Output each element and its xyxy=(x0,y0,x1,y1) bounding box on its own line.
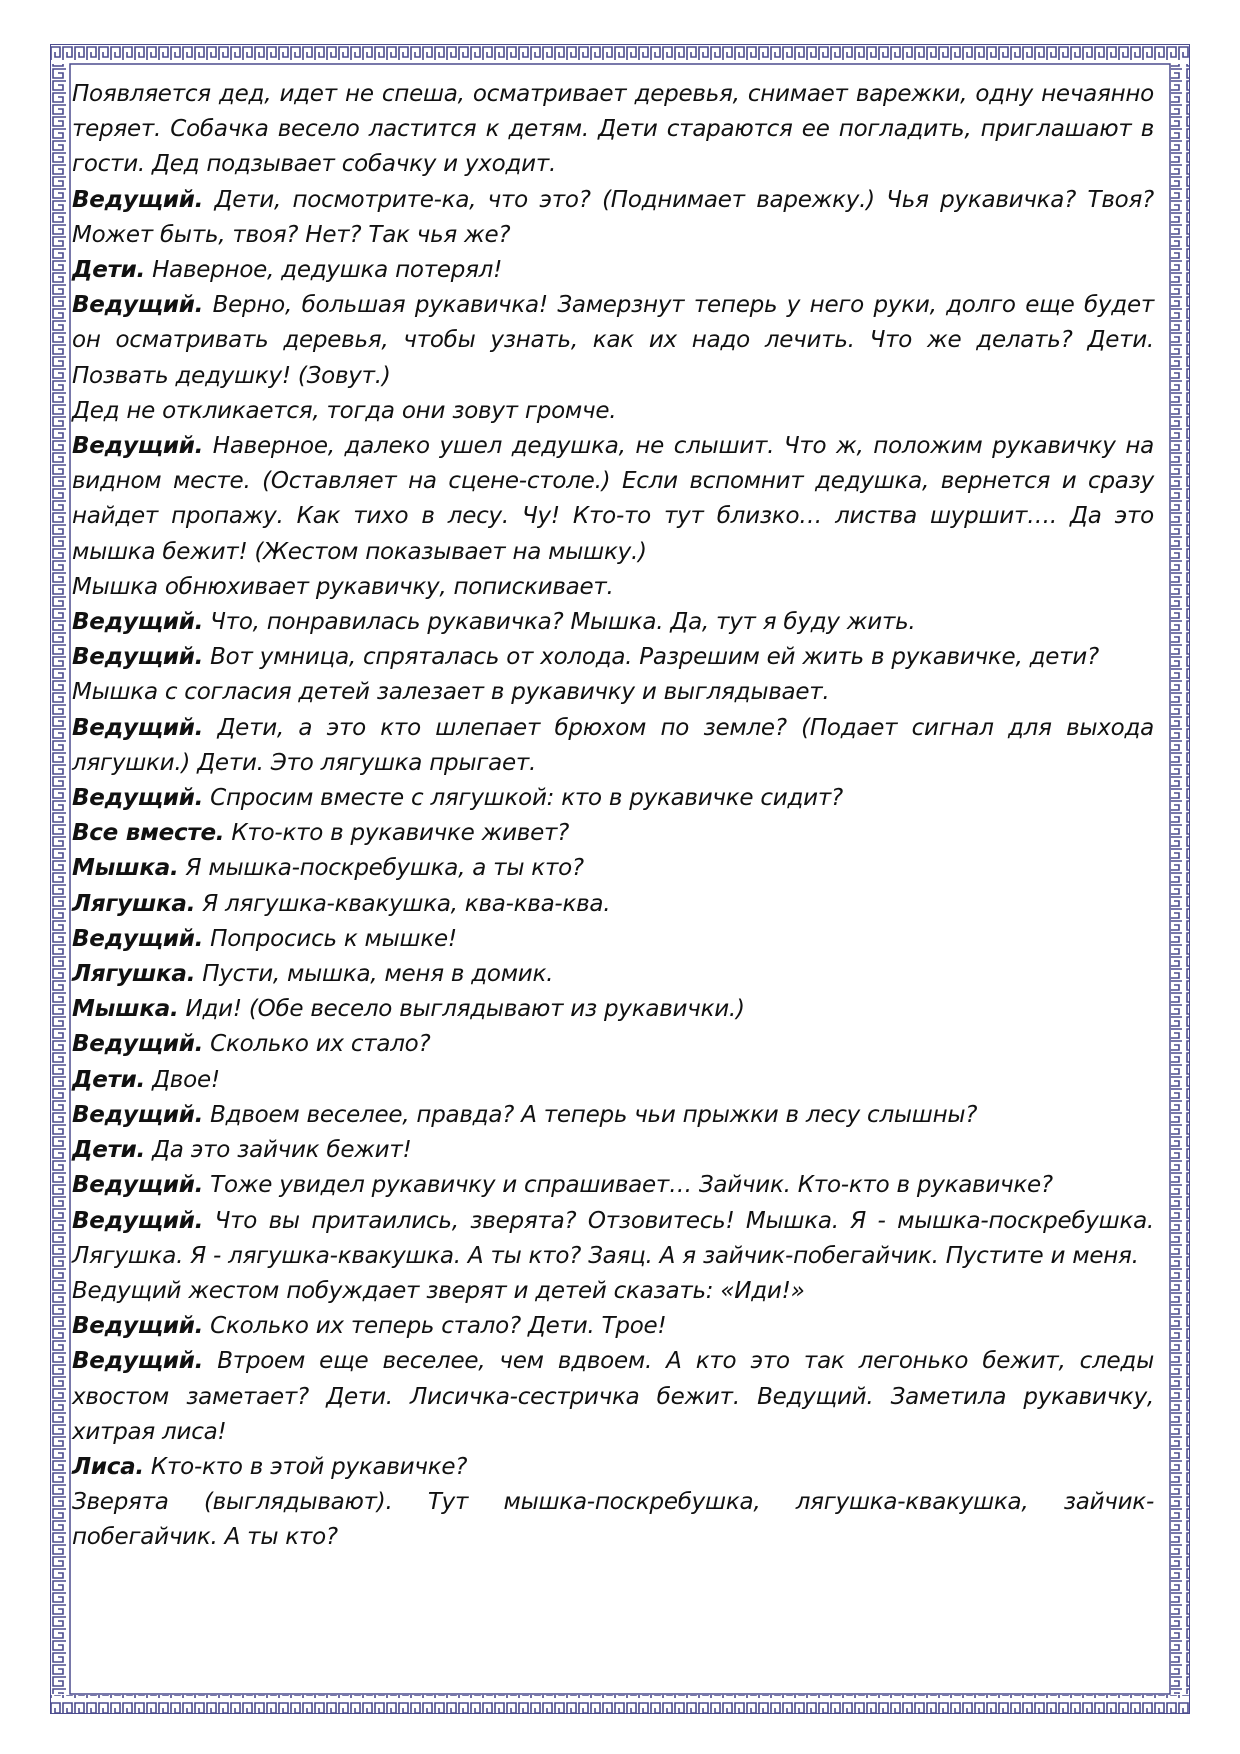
paragraph xyxy=(72,640,1154,675)
paragraph xyxy=(72,851,1154,886)
paragraph xyxy=(72,1204,1154,1274)
speaker-label: Ведущий. xyxy=(72,925,204,952)
paragraph-text: Кто-кто в этой рукавичке? xyxy=(143,1453,468,1480)
paragraph xyxy=(72,570,1154,605)
paragraph-text: Двое! xyxy=(145,1066,220,1093)
paragraph xyxy=(72,1344,1154,1450)
speaker-label: Дети. xyxy=(72,257,146,284)
paragraph-text: Вдвоем веселее, правда? А теперь чьи прыжки в лесу слышны? xyxy=(203,1101,978,1128)
script-text xyxy=(72,77,1154,1556)
paragraph xyxy=(72,1309,1154,1344)
speaker-label: Мышка. xyxy=(72,996,179,1023)
speaker-label: Ведущий. xyxy=(72,186,204,213)
paragraph-text: Иди! (Обе весело выглядывают из рукавички.) xyxy=(178,996,745,1023)
paragraph xyxy=(72,957,1154,992)
paragraph-text: Тоже увидел рукавичку и спрашивает… Зайчик. Кто-кто в рукавичке? xyxy=(203,1172,1053,1199)
paragraph-text: Втроем еще веселее, чем вдвоем. А кто это так легонько бежит, следы хвостом заметает? Дети. Лисичка-сестричка бежит. Ведущий. Заметила рукавичку, хитрая лиса! xyxy=(72,1348,1154,1445)
paragraph xyxy=(72,1098,1154,1133)
paragraph xyxy=(72,1133,1154,1168)
paragraph-text: Что вы притаились, зверята? Отзовитесь! Мышка. Я - мышка-поскребушка. Лягушка. Я - лягушка-квакушка. А ты кто? Заяц. А я зайчик-побегайчик. Пустите и меня. xyxy=(72,1207,1154,1269)
paragraph-text: Что, понравилась рукавичка? Мышка. Да, тут я буду жить. xyxy=(203,609,916,636)
paragraph xyxy=(72,1027,1154,1062)
paragraph xyxy=(72,887,1154,922)
paragraph xyxy=(72,77,1154,183)
speaker-label: Мышка. xyxy=(72,855,179,882)
paragraph xyxy=(72,288,1154,394)
speaker-label: Ведущий. xyxy=(72,609,204,636)
paragraph-text: Появляется дед, идет не спеша, осматривает деревья, снимает варежки, одну нечаянно теряет. Собачка весело ластится к детям. Дети стараются ее погладить, приглашают в гости. Дед подзывает собачку и уходит. xyxy=(72,81,1154,178)
speaker-label: Ведущий. xyxy=(72,644,204,671)
paragraph xyxy=(72,922,1154,957)
paragraph xyxy=(72,253,1154,288)
speaker-label: Ведущий. xyxy=(72,785,204,812)
paragraph-text: Дети, посмотрите-ка, что это? (Поднимает варежку.) Чья рукавичка? Твоя? Может быть, твоя? Нет? Так чья же? xyxy=(72,186,1154,248)
paragraph xyxy=(72,816,1154,851)
paragraph xyxy=(72,429,1154,570)
speaker-label: Ведущий. xyxy=(72,1313,204,1340)
paragraph-text: Кто-кто в рукавичке живет? xyxy=(224,820,570,847)
speaker-label: Ведущий. xyxy=(72,1348,204,1375)
paragraph xyxy=(72,781,1154,816)
paragraph xyxy=(72,1274,1154,1309)
paragraph-text: Наверное, дедушка потерял! xyxy=(145,257,503,284)
speaker-label: Ведущий. xyxy=(72,1101,204,1128)
paragraph-text: Пусти, мышка, меня в домик. xyxy=(195,961,554,988)
paragraph xyxy=(72,1450,1154,1485)
speaker-label: Дети. xyxy=(72,1137,146,1164)
speaker-label: Ведущий. xyxy=(72,292,204,319)
speaker-label: Ведущий. xyxy=(72,714,204,741)
paragraph xyxy=(72,394,1154,429)
speaker-label: Ведущий. xyxy=(72,1207,204,1234)
speaker-label: Лягушка. xyxy=(72,890,196,917)
paragraph xyxy=(72,992,1154,1027)
speaker-label: Ведущий. xyxy=(72,1172,204,1199)
paragraph-text: Попросись к мышке! xyxy=(203,925,457,952)
paragraph-text: Я мышка-поскребушка, а ты кто? xyxy=(178,855,584,882)
paragraph-text: Вот умница, спряталась от холода. Разрешим ей жить в рукавичке, дети? xyxy=(203,644,1099,671)
speaker-label: Ведущий. xyxy=(72,1031,204,1058)
paragraph xyxy=(72,1063,1154,1098)
paragraph xyxy=(72,1168,1154,1203)
speaker-label: Все вместе. xyxy=(72,820,225,847)
paragraph xyxy=(72,605,1154,640)
paragraph xyxy=(72,183,1154,253)
speaker-label: Дети. xyxy=(72,1066,146,1093)
speaker-label: Лиса. xyxy=(72,1453,144,1480)
paragraph-text: Мышка с согласия детей залезает в рукавичку и выглядывает. xyxy=(72,679,830,706)
paragraph-text: Ведущий жестом побуждает зверят и детей сказать: «Иди!» xyxy=(72,1277,805,1304)
paragraph-text: Мышка обнюхивает рукавичку, попискивает. xyxy=(72,573,614,600)
paragraph xyxy=(72,675,1154,710)
paragraph xyxy=(72,711,1154,781)
paragraph-text: Я лягушка-квакушка, ква-ква-ква. xyxy=(195,890,611,917)
speaker-label: Лягушка. xyxy=(72,961,196,988)
paragraph-text: Наверное, далеко ушел дедушка, не слышит. Что ж, положим рукавичку на видном месте. (Оставляет на сцене-столе.) Если вспомнит дедушка, вернется и сразу найдет пропажу. Как тихо в лесу. Чу! Кто-то тут близко… листва шуршит…. Да это мышка бежит! (Жестом показывает на мышку.) xyxy=(72,433,1154,565)
speaker-label: Ведущий. xyxy=(72,433,204,460)
paragraph-text: Спросим вместе с лягушкой: кто в рукавичке сидит? xyxy=(203,785,843,812)
paragraph-text: Дети, а это кто шлепает брюхом по земле? (Подает сигнал для выхода лягушки.) Дети. Это лягушка прыгает. xyxy=(72,714,1154,776)
paragraph-text: Сколько их стало? xyxy=(203,1031,431,1058)
paragraph-text: Да это зайчик бежит! xyxy=(145,1137,412,1164)
paragraph-text: Дед не откликается, тогда они зовут громче. xyxy=(72,397,617,424)
paragraph-text: Сколько их теперь стало? Дети. Трое! xyxy=(203,1313,667,1340)
paragraph xyxy=(72,1485,1154,1555)
paragraph-text: Верно, большая рукавичка! Замерзнут теперь у него руки, долго еще будет он осматривать деревья, чтобы узнать, как их надо лечить. Что же делать? Дети. Позвать дедушку! (Зовут.) xyxy=(72,292,1154,389)
paragraph-text: Зверята (выглядывают). Тут мышка-поскребушка, лягушка-квакушка, зайчик-побегайчик. А ты кто? xyxy=(72,1489,1154,1551)
